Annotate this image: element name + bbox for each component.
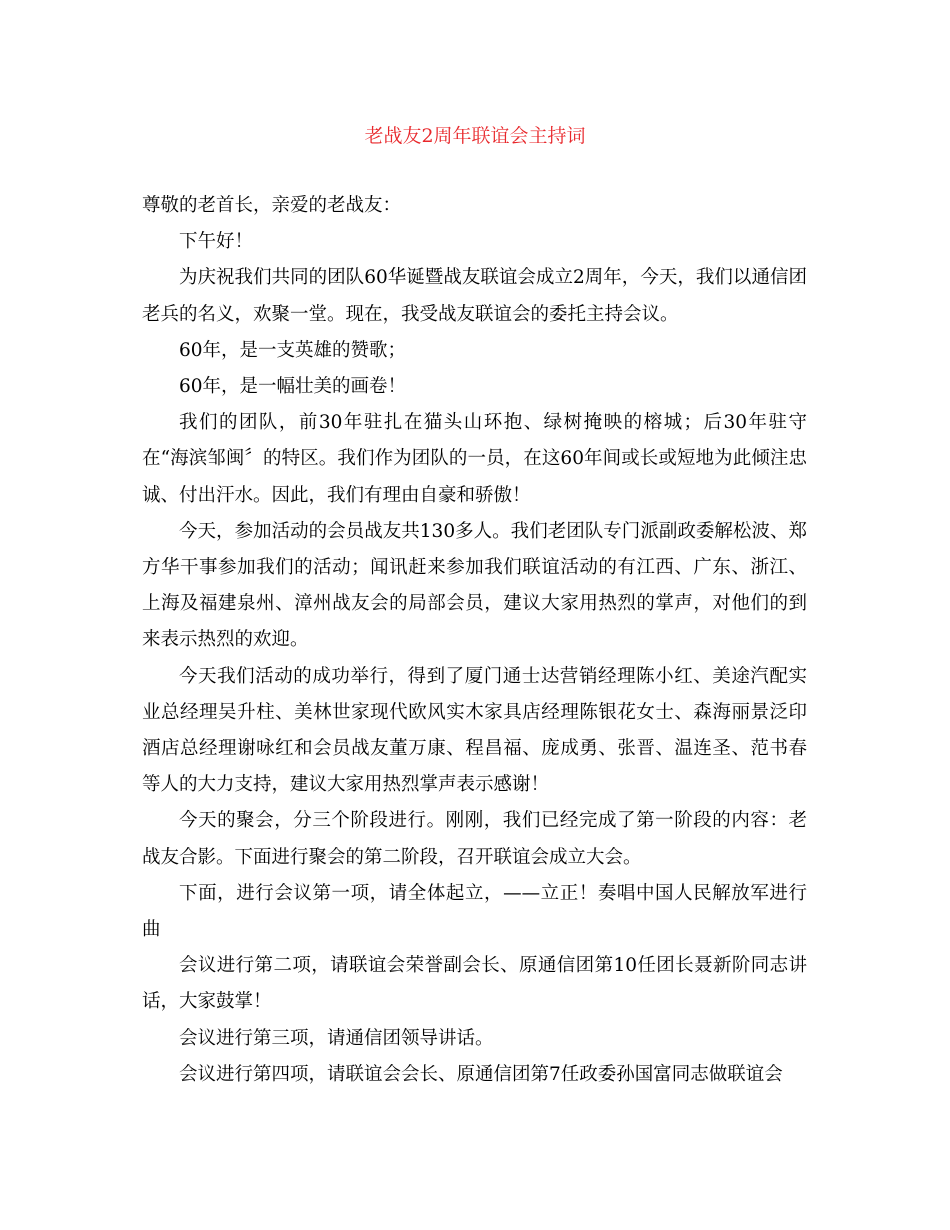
body-paragraph: 今天我们活动的成功举行，得到了厦门通士达营销经理陈小红、美途汽配实业总经理吴升柱、美林世家现代欧风实木家具店经理陈银花女士、森海丽景泛印酒店总经理谢咏红和会员战友董万康、程昌福、庞成勇、张晋、温连圣、范书春等人的大力支持，建议大家用热烈掌声表示感谢！ [142,665,807,796]
document-title: 老战友2周年联谊会主持词 [364,125,586,147]
greeting-paragraph: 下午好！ [179,231,254,253]
salutation-paragraph: 尊敬的老首长，亲爱的老战友： [142,195,402,216]
body-paragraph: 60年，是一支英雄的赞歌； [179,339,407,361]
body-paragraph: 60年，是一幅壮美的画卷！ [179,376,407,398]
body-paragraph: 我们的团队，前30年驻扎在猫头山环抱、绿树掩映的榕城；后30年驻守在“海滨邹闽〞的特区。我们作为团队的一员，在这60年间或长或短地为此倾注忠诚、付出汗水。因此，我们有理由自豪和骄傲！ [142,412,807,506]
body-paragraph: 今天，参加活动的会员战友共130多人。我们老团队专门派副政委解松波、郑方华干事参加我们的活动；闻讯赶来参加我们联谊活动的有江西、广东、浙江、上海及福建泉州、漳州战友会的局部会员，建议大家用热烈的掌声，对他们的到来表示热烈的欢迎。 [142,520,807,651]
body-paragraph: 下面，进行会议第一项，请全体起立，——立正！奏唱中国人民解放军进行曲 [142,882,807,941]
body-paragraph: 今天的聚会，分三个阶段进行。刚刚，我们已经完成了第一阶段的内容：老战友合影。下面进行聚会的第二阶段，召开联谊会成立大会。 [142,810,807,868]
body-paragraph: 会议进行第三项，请通信团领导讲话。 [179,1027,494,1049]
body-paragraph: 为庆祝我们共同的团队60华诞暨战友联谊会成立2周年，今天，我们以通信团老兵的名义，欢聚一堂。现在，我受战友联谊会的委托主持会议。 [142,267,807,325]
body-paragraph: 会议进行第二项，请联谊会荣誉副会长、原通信团第10任团长聂新阶同志讲话，大家鼓掌！ [142,955,807,1013]
body-paragraph: 会议进行第四项，请联谊会会长、原通信团第7任政委孙国富同志做联谊会 [179,1063,783,1085]
document-body [142,188,807,1093]
